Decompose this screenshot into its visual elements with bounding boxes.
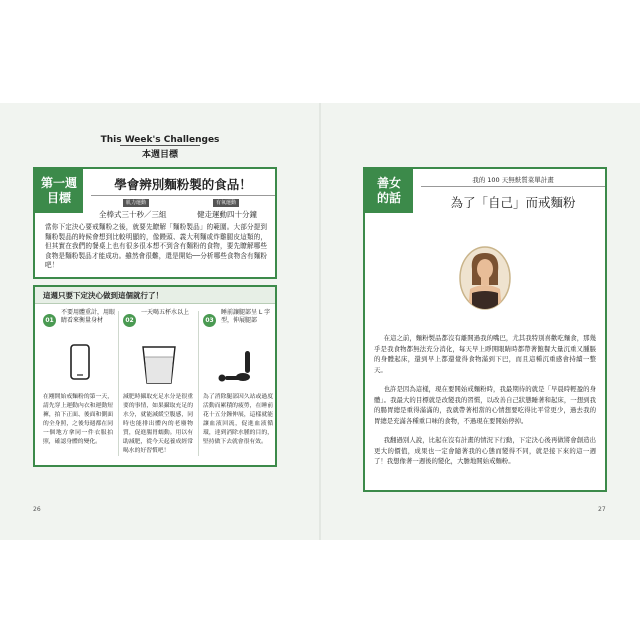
challenge-item-1 bbox=[43, 309, 116, 461]
heading-divider bbox=[120, 145, 200, 146]
water-glass-icon bbox=[133, 343, 185, 387]
talk-title: 為了「自己」而戒麵粉 bbox=[450, 195, 576, 210]
item-number: 03 bbox=[203, 314, 216, 327]
goal-description: 當你下定決心要戒麵粉之後，就要先瞭解「麵粉製品」的範圍。大部分提到麵粉製品的時候會想到比較明顯的，像饅頭、義大利麵或炸雞腿皮這類的，但其實在我們的餐桌上也有很多很本想不到含有麵粉的食物，要先瞭解哪些食物是麵粉製品才能成功。雖然會很難，還是開始──分析哪些食物含有麵粉吧！ bbox=[45, 223, 267, 269]
item-text: 減肥時攝取充足水分是很重要的事情，如果攝取充足的水分，就能減緩空腹感，同時也能排出體內的老廢物質，促進腸胃蠕動。用以有助減肥，從今天起養成經常喝水的好習慣吧！ bbox=[123, 394, 193, 454]
page-number-right: 27 bbox=[598, 506, 606, 513]
goal-badge-line2: 目標 bbox=[46, 191, 71, 205]
aerobic-tag: 有氧運動 bbox=[213, 199, 239, 207]
talk-subtitle: 我的 100 天無麩質菜單計畫 bbox=[472, 176, 554, 184]
item-title: 不要用體重計，用眼睛看來衡量身材 bbox=[61, 309, 116, 324]
author-portrait bbox=[458, 245, 512, 311]
leg-stretch-icon bbox=[213, 343, 265, 387]
goal-divider bbox=[91, 195, 275, 196]
talk-paragraph: 我翻過別人說，比起在沒有計畫的情況下行動，下定決心後再做將會創造出更大的價值，成果也一定會隨著我的心態而變得不同，就是接下來的這一週了！我想像著一週後的變化，大膽地開始戒麵粉。 bbox=[374, 436, 596, 465]
weekly-heading-zh: 本週目標 bbox=[141, 150, 178, 160]
challenge-header: 這週只要下定決心做到這個就行了！ bbox=[35, 287, 275, 304]
talk-badge bbox=[365, 169, 413, 213]
item-title: 睡前讓腿部呈 L 字型，伸展腿部 bbox=[221, 309, 271, 324]
goal-box bbox=[33, 167, 277, 279]
talk-badge-line2: 的話 bbox=[376, 191, 401, 205]
column-divider bbox=[198, 311, 199, 456]
challenge-item-3 bbox=[203, 309, 273, 461]
talk-paragraph: 也許是因為這樣，現在要開始戒麵粉時，我最期待的就是「早晨時輕盈的身體」。我最大的目標就是改變我的習慣，以改善自己狀態睡著和起床，一想到我的腸胃總是重得滿滿的，我就帶著相當的心情想要吃得比平常更少，過去我的胃總是充滿各種重口味的食物，不過現在要開始停掉。 bbox=[374, 385, 596, 425]
talk-paragraph: 在這之前，麵粉製品都沒有離開過我的嘴巴，尤其我特別喜歡吃麵食，那幾乎是我食物都無法充分消化，每天早上睜開眼睛時都帶著飽餐大量沉重又腫脹的身體起床，還到早上都還覺得食物滿到下巴，而且這種沉重感會持續一整天。 bbox=[374, 334, 596, 374]
page-number-left: 26 bbox=[33, 506, 41, 513]
talk-divider bbox=[421, 186, 605, 187]
goal-title: 學會辨別麵粉製的食品！ bbox=[114, 177, 252, 192]
goal-badge-line1: 第一週 bbox=[40, 176, 77, 190]
item-number: 01 bbox=[43, 314, 56, 327]
item-text: 為了消除腿部因久站或過度活動而累積的疲勞，在睡前花十五分鐘伸展，這樣就能讓血液回流，促進血液循環，達到消除水腫的目的，堅持做下去就會很有效。 bbox=[203, 394, 273, 445]
strength-tag: 肌力運動 bbox=[123, 199, 149, 207]
smartphone-icon bbox=[53, 343, 105, 387]
aerobic-value: 健走運動四十分鐘 bbox=[197, 210, 257, 219]
strength-value: 全棒式三十秒／三組 bbox=[99, 210, 167, 219]
book-gutter bbox=[319, 103, 321, 540]
column-divider bbox=[118, 311, 119, 456]
talk-box bbox=[363, 167, 607, 492]
challenge-item-2 bbox=[123, 309, 193, 461]
talk-body bbox=[374, 333, 596, 476]
item-title: 一天喝五杯水以上 bbox=[141, 309, 190, 316]
weekly-heading-en: This Week's Challenges bbox=[100, 135, 220, 145]
talk-badge-line1: 善女 bbox=[376, 176, 401, 190]
item-text: 在剛開始戒麵粉的第一天，請先穿上運動內衣和運動短褲，拍下正面、後面和側面的全身照，之後每週都在同一個地方拿同一件衣服拍照，確認身體的變化。 bbox=[43, 394, 113, 445]
item-number: 02 bbox=[123, 314, 136, 327]
goal-badge bbox=[35, 169, 83, 213]
challenge-box bbox=[33, 285, 277, 467]
